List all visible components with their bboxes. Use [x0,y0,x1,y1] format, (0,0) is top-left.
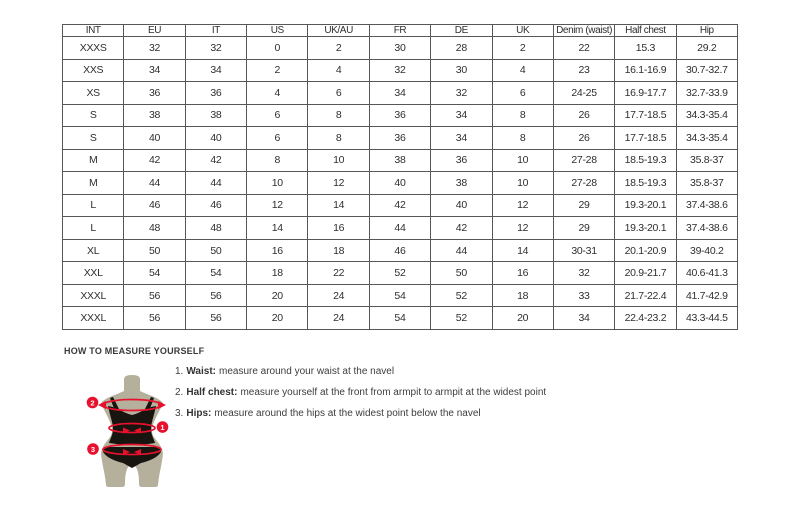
table-cell: 36 [185,82,246,105]
table-cell: 20 [247,284,308,307]
table-row [63,307,738,330]
badge-hip [87,443,99,455]
table-cell: 10 [492,149,553,172]
column-header: Hip [676,25,737,37]
table-cell: 39-40.2 [676,239,737,262]
table-cell: 27-28 [553,149,614,172]
table-cell: 2 [308,37,369,60]
table-cell: 8 [308,127,369,150]
table-cell: 22 [308,262,369,285]
table-cell: 30.7-32.7 [676,59,737,82]
table-cell: 56 [124,284,185,307]
table-row [63,149,738,172]
table-cell: 4 [308,59,369,82]
table-cell: XXXL [63,307,124,330]
table-cell: 44 [124,172,185,195]
column-header: Denim (waist) [553,25,614,37]
measure-step [175,361,546,382]
table-row [63,104,738,127]
table-cell: 56 [185,307,246,330]
table-cell: 14 [247,217,308,240]
table-cell: 32 [369,59,430,82]
table-cell: 2 [492,37,553,60]
table-cell: 16 [247,239,308,262]
table-cell: 37.4-38.6 [676,217,737,240]
table-cell: 34 [124,59,185,82]
table-cell: 18.5-19.3 [615,149,676,172]
table-cell: 54 [369,284,430,307]
table-cell: 34 [369,82,430,105]
table-cell: 22 [553,37,614,60]
column-header: FR [369,25,430,37]
table-cell: 12 [247,194,308,217]
table-cell: 12 [492,194,553,217]
table-cell: 42 [124,149,185,172]
badge-hip-number: 3 [90,444,96,454]
table-cell: 19.3-20.1 [615,194,676,217]
table-cell: 16.9-17.7 [615,82,676,105]
table-cell: 36 [369,104,430,127]
table-cell: 40.6-41.3 [676,262,737,285]
table-cell: L [63,194,124,217]
column-header: IT [185,25,246,37]
table-cell: 14 [492,239,553,262]
size-table-body [63,37,738,330]
table-row [63,217,738,240]
table-cell: 52 [369,262,430,285]
table-cell: 34 [553,307,614,330]
table-cell: 35.8-37 [676,172,737,195]
step-label: Half chest: [186,387,238,398]
table-cell: 54 [369,307,430,330]
table-cell: 16.1-16.9 [615,59,676,82]
table-cell: 40 [431,194,492,217]
column-header: INT [63,25,124,37]
column-header: UK/AU [308,25,369,37]
table-cell: 20.9-21.7 [615,262,676,285]
step-text: measure yourself at the front from armpit to armpit at the widest point [240,387,547,398]
table-cell: 6 [308,82,369,105]
table-cell: 8 [492,104,553,127]
badge-waist [157,421,169,433]
table-cell: 8 [492,127,553,150]
table-cell: XS [63,82,124,105]
table-cell: 34 [431,127,492,150]
table-cell: 43.3-44.5 [676,307,737,330]
table-cell: 2 [247,59,308,82]
table-cell: XXXL [63,284,124,307]
table-cell: 34.3-35.4 [676,104,737,127]
table-cell: 36 [369,127,430,150]
table-cell: 4 [247,82,308,105]
column-header: EU [124,25,185,37]
table-cell: 30 [369,37,430,60]
table-row [63,37,738,60]
table-cell: 34 [185,59,246,82]
table-cell: 46 [124,194,185,217]
table-cell: 24 [308,307,369,330]
table-cell: 16 [492,262,553,285]
table-row [63,262,738,285]
table-cell: 54 [185,262,246,285]
column-header: UK [492,25,553,37]
table-cell: XXL [63,262,124,285]
table-cell: 0 [247,37,308,60]
table-cell: 42 [369,194,430,217]
table-cell: L [63,217,124,240]
table-cell: 44 [185,172,246,195]
table-cell: 32 [431,82,492,105]
measure-step [175,382,546,403]
table-cell: 17.7-18.5 [615,104,676,127]
table-row [63,172,738,195]
column-header: Half chest [615,25,676,37]
step-text: measure around the hips at the widest point below the navel [214,408,481,419]
table-cell: 50 [185,239,246,262]
table-cell: 28 [431,37,492,60]
table-cell: XXS [63,59,124,82]
table-cell: 29 [553,217,614,240]
table-cell: M [63,172,124,195]
badge-chest [87,397,99,409]
table-cell: 50 [431,262,492,285]
table-cell: S [63,104,124,127]
column-header: US [247,25,308,37]
table-cell: 50 [124,239,185,262]
table-cell: 30 [431,59,492,82]
step-number: 2. [175,387,184,398]
table-cell: 8 [247,149,308,172]
table-cell: 24 [308,284,369,307]
badge-waist-number: 1 [160,422,165,432]
table-cell: 6 [247,104,308,127]
step-label: Hips: [186,408,212,419]
table-cell: 35.8-37 [676,149,737,172]
table-cell: 56 [185,284,246,307]
table-cell: 40 [124,127,185,150]
table-cell: 42 [431,217,492,240]
table-cell: 20 [492,307,553,330]
table-cell: 21.7-22.4 [615,284,676,307]
table-cell: 6 [492,82,553,105]
table-cell: 23 [553,59,614,82]
table-cell: 20.1-20.9 [615,239,676,262]
table-cell: 34 [431,104,492,127]
table-cell: 32 [553,262,614,285]
step-number: 3. [175,408,184,419]
step-text: measure around your waist at the navel [218,366,395,377]
table-cell: 36 [124,82,185,105]
table-cell: 18.5-19.3 [615,172,676,195]
table-cell: 22.4-23.2 [615,307,676,330]
table-cell: 38 [369,149,430,172]
table-cell: 37.4-38.6 [676,194,737,217]
table-cell: 8 [308,104,369,127]
table-cell: 38 [124,104,185,127]
table-cell: 20 [247,307,308,330]
table-cell: 29 [553,194,614,217]
table-cell: 33 [553,284,614,307]
table-cell: 12 [492,217,553,240]
table-cell: 26 [553,127,614,150]
table-cell: S [63,127,124,150]
size-table-header-row [63,25,738,37]
table-cell: 10 [247,172,308,195]
table-cell: 17.7-18.5 [615,127,676,150]
table-cell: 40 [185,127,246,150]
step-label: Waist: [186,366,216,377]
table-cell: 46 [185,194,246,217]
table-cell: 41.7-42.9 [676,284,737,307]
table-cell: 16 [308,217,369,240]
table-cell: 26 [553,104,614,127]
measure-guide-title: HOW TO MEASURE YOURSELF [64,346,205,356]
table-cell: 19.3-20.1 [615,217,676,240]
table-row [63,239,738,262]
table-cell: 44 [431,239,492,262]
table-cell: 30-31 [553,239,614,262]
table-cell: 32 [124,37,185,60]
mannequin-figure [85,371,175,489]
table-cell: 54 [124,262,185,285]
table-row [63,82,738,105]
table-cell: 34.3-35.4 [676,127,737,150]
table-cell: 32.7-33.9 [676,82,737,105]
table-cell: 48 [124,217,185,240]
table-cell: 12 [308,172,369,195]
table-cell: 32 [185,37,246,60]
size-table [62,24,738,330]
table-cell: 18 [308,239,369,262]
badge-chest-number: 2 [90,398,95,408]
table-cell: 52 [431,307,492,330]
table-cell: 10 [308,149,369,172]
table-row [63,194,738,217]
table-cell: 18 [492,284,553,307]
table-cell: 18 [247,262,308,285]
table-cell: 27-28 [553,172,614,195]
measure-step [175,403,546,424]
table-row [63,59,738,82]
measure-steps [175,361,546,424]
table-row [63,127,738,150]
table-cell: 36 [431,149,492,172]
table-cell: 52 [431,284,492,307]
table-cell: 42 [185,149,246,172]
table-cell: 4 [492,59,553,82]
column-header: DE [431,25,492,37]
table-cell: 46 [369,239,430,262]
table-cell: 24-25 [553,82,614,105]
table-cell: 10 [492,172,553,195]
table-row [63,284,738,307]
table-cell: XL [63,239,124,262]
table-cell: XXXS [63,37,124,60]
table-cell: M [63,149,124,172]
table-cell: 6 [247,127,308,150]
table-cell: 29.2 [676,37,737,60]
step-number: 1. [175,366,184,377]
table-cell: 40 [369,172,430,195]
table-cell: 48 [185,217,246,240]
table-cell: 38 [185,104,246,127]
table-cell: 44 [369,217,430,240]
table-cell: 15.3 [615,37,676,60]
table-cell: 14 [308,194,369,217]
table-cell: 38 [431,172,492,195]
table-cell: 56 [124,307,185,330]
